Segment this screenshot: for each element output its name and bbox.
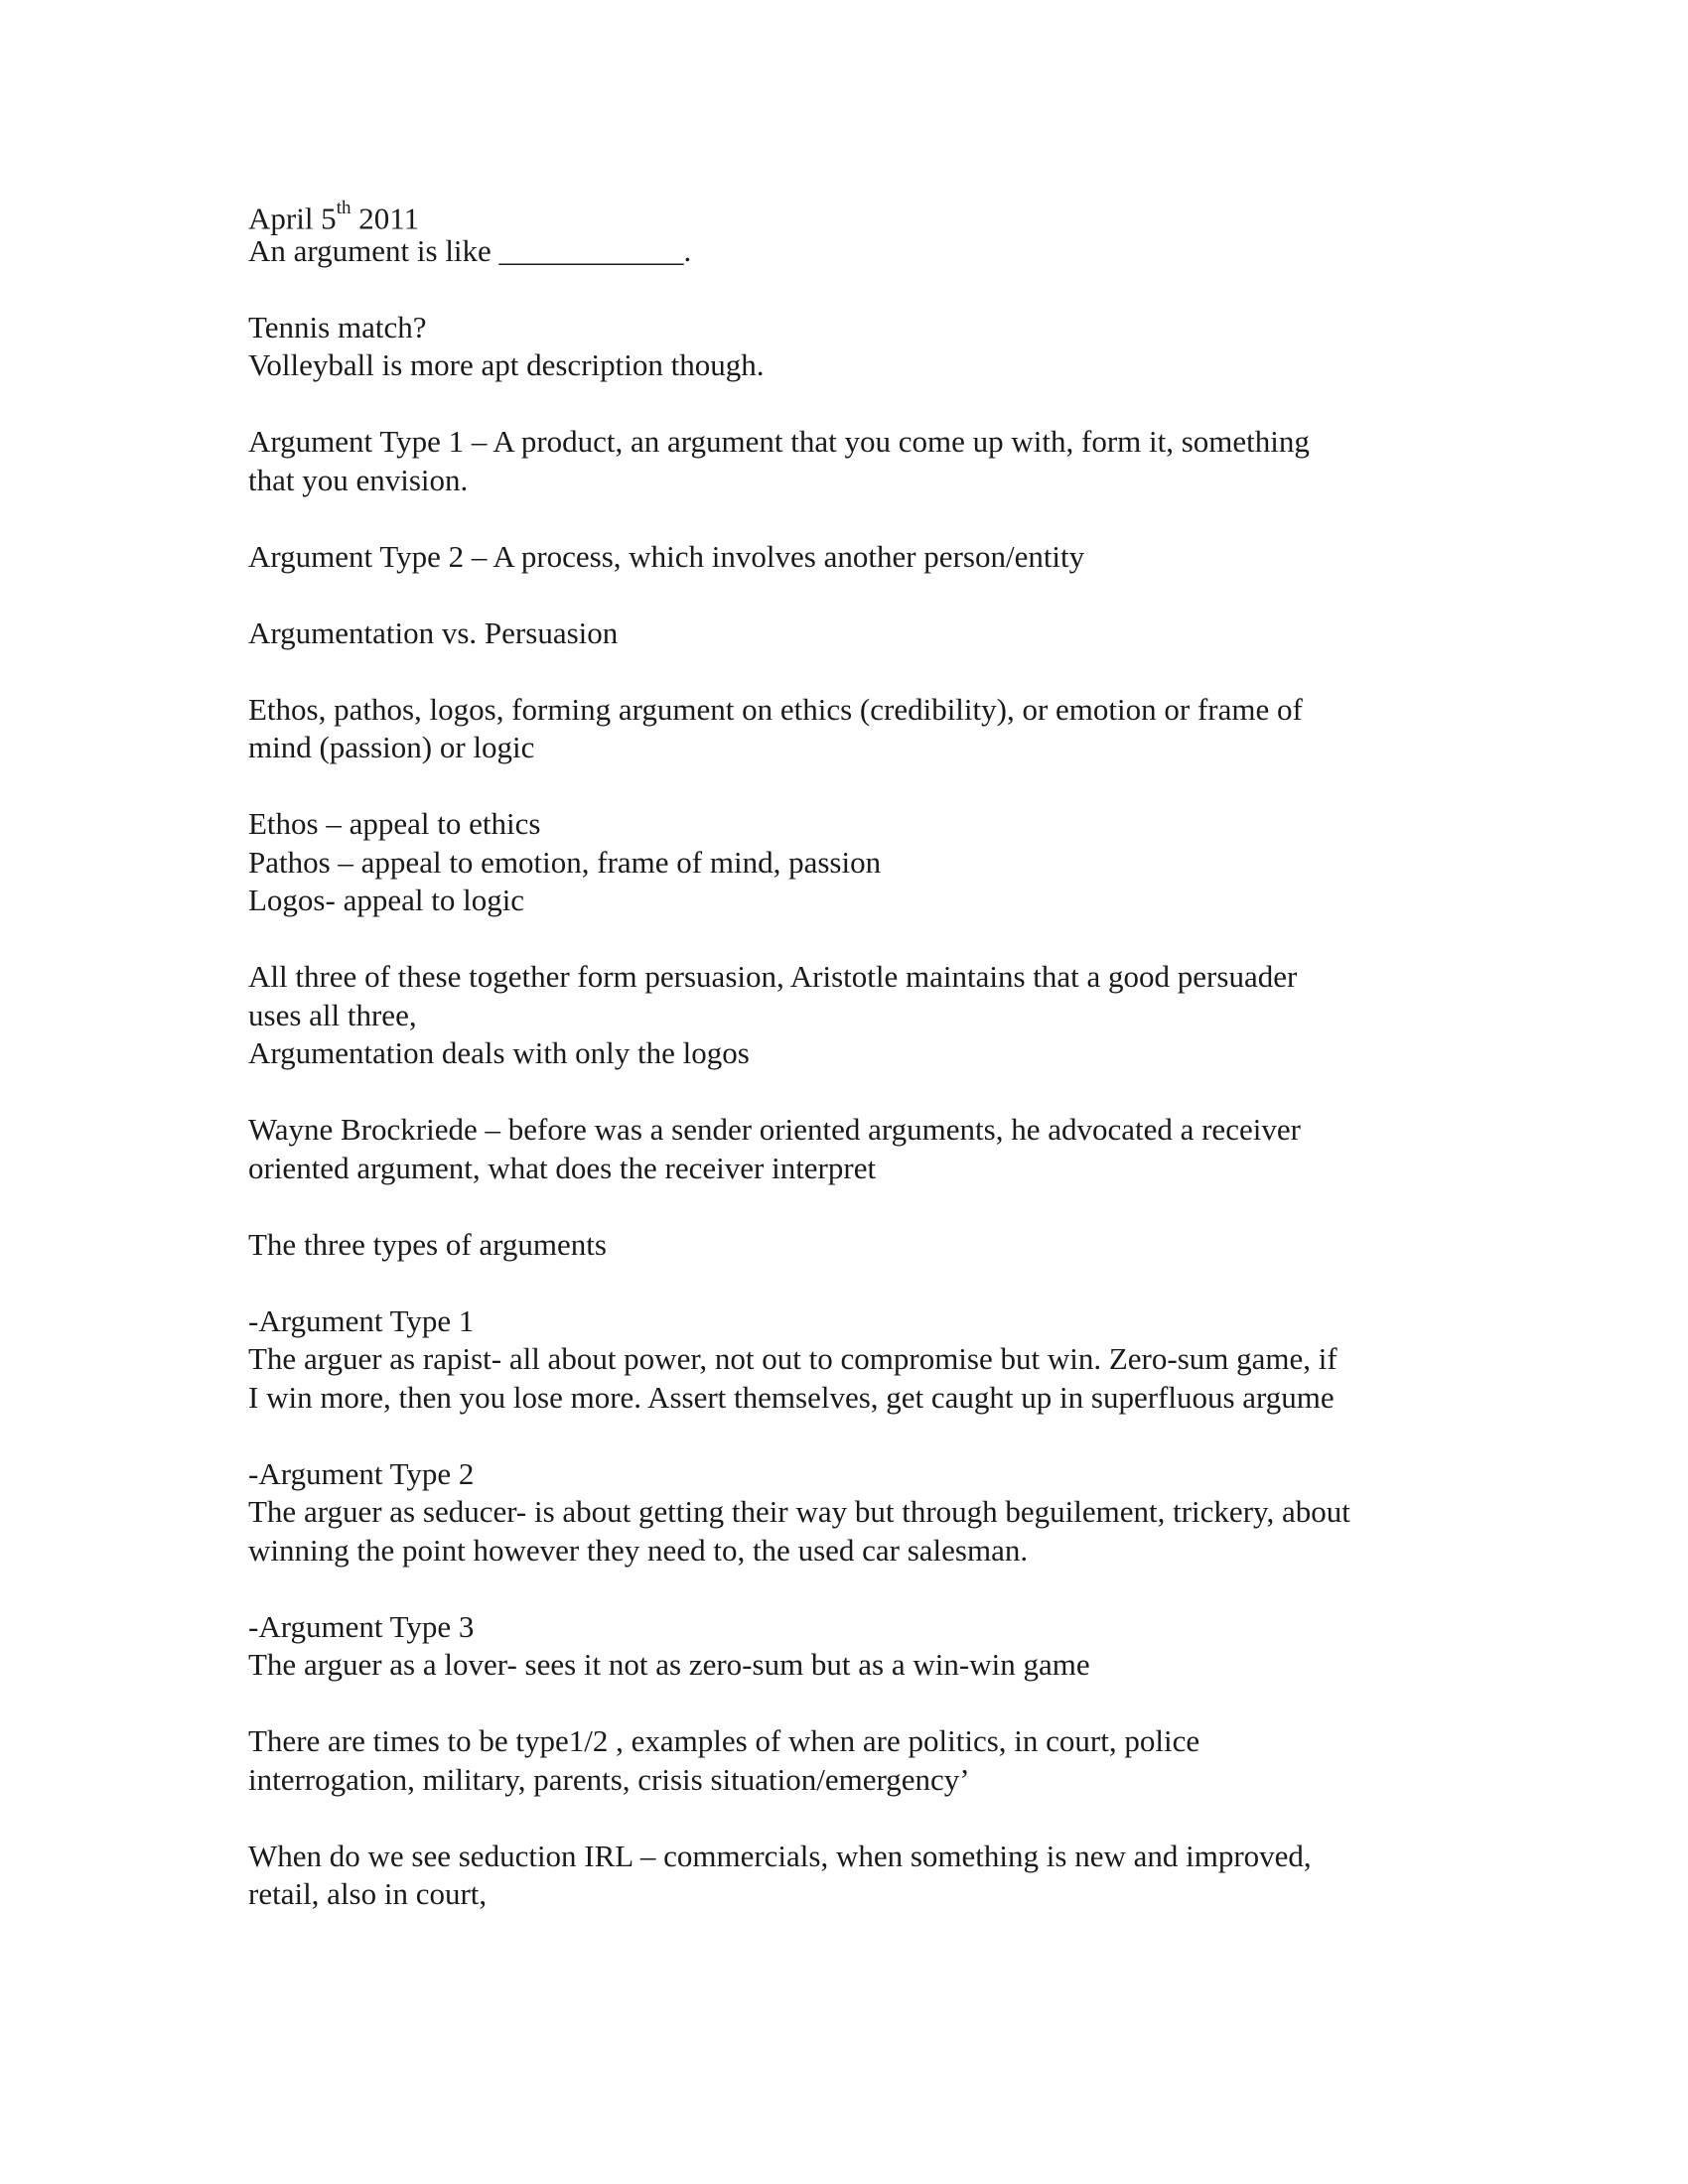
blank-line [248, 652, 1479, 691]
text-line: Logos- appeal to logic [248, 883, 525, 917]
text-line: The arguer as seducer- is about getting their way but through beguilement, trickery, about [248, 1494, 1350, 1529]
blank-line [248, 1264, 1479, 1302]
text-line: mind (passion) or logic [248, 730, 535, 764]
blank-line [248, 1073, 1479, 1112]
text-line: Pathos – appeal to emotion, frame of mind, passion [248, 844, 882, 880]
text-line: I win more, then you lose more. Assert themselves, get caught up in superfluous argume [248, 1379, 1335, 1415]
text-line: Argumentation vs. Persuasion [248, 614, 619, 650]
text-line: -Argument Type 1 [248, 1302, 475, 1338]
text-line: Wayne Brockriede – before was a sender oriented arguments, he advocated a receiver [248, 1112, 1301, 1147]
text-line: -Argument Type 2 [248, 1455, 475, 1491]
text-line: Tennis match? [248, 309, 427, 344]
text-line: The three types of arguments [248, 1226, 607, 1262]
text-line: Volleyball is more apt description though. [248, 347, 765, 382]
text-line: Ethos, pathos, logos, forming argument on ethics (credibility), or emotion or frame of [248, 691, 1303, 727]
blank-line [248, 1799, 1479, 1838]
blank-line [248, 1685, 1479, 1723]
blank-line [248, 385, 1479, 424]
blank-line [248, 576, 1479, 614]
text-line: Ethos – appeal to ethics [248, 806, 541, 841]
blank-line [248, 270, 1479, 309]
text-line: When do we see seduction IRL – commercials, when something is new and improved, [248, 1838, 1312, 1873]
document-body [248, 232, 1479, 1914]
date-ordinal-suffix: th [336, 198, 352, 218]
date-month-day: April 5 [248, 201, 337, 236]
blank-line [248, 1417, 1479, 1455]
text-line: All three of these together form persuasion, Aristotle maintains that a good persuader [248, 959, 1298, 994]
text-line: Argument Type 2 – A process, which involves another person/entity [248, 538, 1085, 574]
text-line: interrogation, military, parents, crisis situation/emergency’ [248, 1761, 970, 1797]
blank-line [248, 1187, 1479, 1226]
document-page [248, 194, 1479, 1914]
text-line: that you envision. [248, 462, 469, 497]
text-line: There are times to be type1/2 , examples of when are politics, in court, police [248, 1723, 1200, 1758]
text-line: winning the point however they need to, the used car salesman. [248, 1532, 1029, 1568]
text-line: uses all three, [248, 997, 417, 1032]
date-year: 2011 [358, 201, 420, 236]
blank-line [248, 499, 1479, 538]
date-line [248, 194, 1479, 236]
text-line: oriented argument, what does the receiver interpret [248, 1150, 877, 1185]
text-line: Argument Type 1 – A product, an argument that you come up with, form it, something [248, 424, 1310, 459]
text-line: retail, also in court, [248, 1876, 488, 1911]
text-line: Argumentation deals with only the logos [248, 1035, 750, 1070]
blank-line [248, 920, 1479, 959]
text-line: An argument is like ____________. [248, 232, 692, 268]
text-line: The arguer as a lover- sees it not as zero-sum but as a win-win game [248, 1647, 1090, 1682]
blank-line [248, 1570, 1479, 1608]
blank-line [248, 767, 1479, 806]
text-line: The arguer as rapist- all about power, not out to compromise but win. Zero-sum game, if [248, 1341, 1337, 1376]
text-line: -Argument Type 3 [248, 1608, 475, 1644]
